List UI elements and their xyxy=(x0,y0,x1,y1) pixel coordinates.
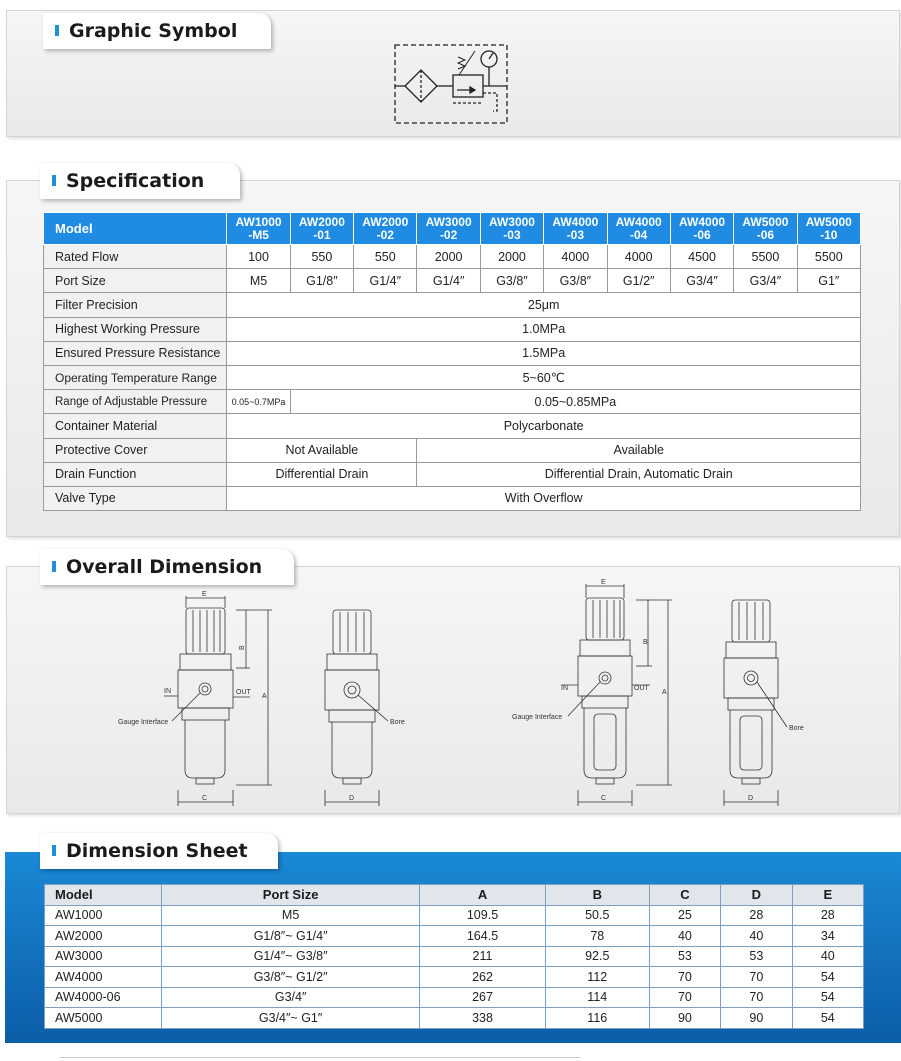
container-label: Container Material xyxy=(44,414,227,438)
model-cell: AW5000 -06 xyxy=(734,213,797,245)
sheet-header-cell: A xyxy=(420,885,546,906)
adj-pressure-row xyxy=(44,390,861,414)
sheet-cell: AW5000 xyxy=(45,1008,162,1029)
drain-rest: Differential Drain, Automatic Drain xyxy=(417,462,861,486)
sheet-cell: 116 xyxy=(545,1008,649,1029)
drain-first: Differential Drain xyxy=(227,462,417,486)
port-size-cell: M5 xyxy=(227,269,290,293)
model-cell: AW3000 -02 xyxy=(417,213,480,245)
sheet-row xyxy=(45,1008,864,1029)
svg-text:E: E xyxy=(601,579,606,586)
sheet-header-cell: D xyxy=(721,885,792,906)
specification-table xyxy=(43,212,861,511)
port-size-cell: G1/8″ xyxy=(290,269,353,293)
sheet-row xyxy=(45,905,864,926)
port-size-row xyxy=(44,269,861,293)
filter-precision-row xyxy=(44,293,861,317)
sheet-cell: AW2000 xyxy=(45,926,162,947)
svg-text:B: B xyxy=(643,639,648,646)
rated-flow-cell: 100 xyxy=(227,245,290,269)
dimension-sheet-table xyxy=(44,884,864,1029)
rated-flow-row xyxy=(44,245,861,269)
cover-label: Protective Cover xyxy=(44,438,227,462)
sheet-cell: G3/8″~ G1/2″ xyxy=(162,967,420,988)
model-cell: AW4000 -04 xyxy=(607,213,670,245)
sheet-cell: AW4000 xyxy=(45,967,162,988)
filter-precision-label: Filter Precision xyxy=(44,293,227,317)
sheet-cell: 40 xyxy=(649,926,720,947)
cover-rest: Available xyxy=(417,438,861,462)
sheet-cell: G3/4″~ G1″ xyxy=(162,1008,420,1029)
ensured-pressure-label: Ensured Pressure Resistance xyxy=(44,341,227,365)
sheet-cell: AW3000 xyxy=(45,946,162,967)
sheet-cell: AW4000-06 xyxy=(45,987,162,1008)
sheet-cell: 112 xyxy=(545,967,649,988)
tab-marker-icon xyxy=(55,25,59,36)
sheet-cell: 211 xyxy=(420,946,546,967)
sheet-header-cell: E xyxy=(792,885,863,906)
temp-range-row xyxy=(44,365,861,389)
svg-text:IN: IN xyxy=(561,685,568,692)
svg-text:D: D xyxy=(748,795,754,802)
adj-pressure-rest: 0.05~0.85MPa xyxy=(290,390,860,414)
rated-flow-label: Rated Flow xyxy=(44,245,227,269)
graphic-symbol-tab xyxy=(43,13,271,49)
sheet-cell: 114 xyxy=(545,987,649,1008)
tab-marker-icon xyxy=(52,175,56,186)
drain-row xyxy=(44,462,861,486)
adj-pressure-first: 0.05~0.7MPa xyxy=(227,390,290,414)
svg-text:Gauge Interface: Gauge Interface xyxy=(118,719,169,726)
sheet-cell: AW1000 xyxy=(45,905,162,926)
model-cell: AW5000 -10 xyxy=(797,213,860,245)
model-cell: AW3000 -03 xyxy=(480,213,543,245)
spec-header-row xyxy=(44,213,861,245)
sheet-cell: 92.5 xyxy=(545,946,649,967)
temp-range-label: Operating Temperature Range xyxy=(44,365,227,389)
model-header: Model xyxy=(44,213,227,245)
sheet-header-cell: C xyxy=(649,885,720,906)
port-size-cell: G1/4″ xyxy=(354,269,417,293)
rated-flow-cell: 550 xyxy=(290,245,353,269)
sheet-cell: 54 xyxy=(792,967,863,988)
dimension-sheet-title: Dimension Sheet xyxy=(66,840,248,862)
valve-value: With Overflow xyxy=(227,486,861,510)
svg-text:B: B xyxy=(239,645,246,650)
port-size-cell: G1″ xyxy=(797,269,860,293)
rated-flow-cell: 5500 xyxy=(797,245,860,269)
graphic-symbol-section xyxy=(6,10,900,137)
svg-text:OUT: OUT xyxy=(236,689,251,696)
sheet-row xyxy=(45,946,864,967)
model-cell: AW4000 -03 xyxy=(544,213,607,245)
rated-flow-cell: 550 xyxy=(354,245,417,269)
sheet-cell: 109.5 xyxy=(420,905,546,926)
container-row xyxy=(44,414,861,438)
sheet-row xyxy=(45,926,864,947)
ensured-pressure-value: 1.5MPa xyxy=(227,341,861,365)
sheet-cell: 70 xyxy=(649,967,720,988)
container-value: Polycarbonate xyxy=(227,414,861,438)
dim-e-label: E xyxy=(202,591,207,598)
sheet-header-cell: Port Size xyxy=(162,885,420,906)
sheet-cell: 40 xyxy=(792,946,863,967)
svg-text:Bore: Bore xyxy=(789,725,804,732)
port-size-cell: G1/2″ xyxy=(607,269,670,293)
sheet-cell: 90 xyxy=(649,1008,720,1029)
sheet-cell: 25 xyxy=(649,905,720,926)
sheet-cell: G3/4″ xyxy=(162,987,420,1008)
highest-pressure-value: 1.0MPa xyxy=(227,317,861,341)
model-cell: AW4000 -06 xyxy=(670,213,733,245)
graphic-symbol-title: Graphic Symbol xyxy=(69,20,238,42)
front-view-drawing-1 xyxy=(118,591,272,806)
sheet-cell: 70 xyxy=(721,987,792,1008)
sheet-cell: M5 xyxy=(162,905,420,926)
cover-first: Not Available xyxy=(227,438,417,462)
front-view-drawing-2 xyxy=(512,579,672,806)
sheet-row xyxy=(45,967,864,988)
adj-pressure-label: Range of Adjustable Pressure xyxy=(44,390,227,414)
pneumatic-symbol-icon xyxy=(393,41,511,127)
rated-flow-cell: 4000 xyxy=(544,245,607,269)
model-cell: AW1000 -M5 xyxy=(227,213,290,245)
sheet-cell: 53 xyxy=(721,946,792,967)
svg-text:C: C xyxy=(601,795,607,802)
sheet-header-cell: B xyxy=(545,885,649,906)
sheet-cell: G1/4″~ G3/8″ xyxy=(162,946,420,967)
valve-label: Valve Type xyxy=(44,486,227,510)
dimension-drawings xyxy=(0,566,901,816)
sheet-cell: 90 xyxy=(721,1008,792,1029)
sheet-cell: 28 xyxy=(721,905,792,926)
highest-pressure-row xyxy=(44,317,861,341)
sheet-cell: 70 xyxy=(721,967,792,988)
port-size-cell: G1/4″ xyxy=(417,269,480,293)
side-view-drawing-1 xyxy=(325,610,405,806)
sheet-cell: 267 xyxy=(420,987,546,1008)
svg-text:A: A xyxy=(662,689,667,696)
sheet-cell: 54 xyxy=(792,987,863,1008)
bottom-divider xyxy=(60,1057,580,1058)
svg-text:A: A xyxy=(262,693,267,700)
model-cell: AW2000 -01 xyxy=(290,213,353,245)
sheet-cell: 28 xyxy=(792,905,863,926)
sheet-cell: 40 xyxy=(721,926,792,947)
model-cell: AW2000 -02 xyxy=(354,213,417,245)
temp-range-value: 5~60℃ xyxy=(227,365,861,389)
sheet-cell: 164.5 xyxy=(420,926,546,947)
valve-row xyxy=(44,486,861,510)
cover-row xyxy=(44,438,861,462)
side-view-drawing-2 xyxy=(724,600,804,806)
sheet-cell: 262 xyxy=(420,967,546,988)
sheet-cell: 338 xyxy=(420,1008,546,1029)
overall-dimension-title: Overall Dimension xyxy=(66,556,263,578)
svg-text:OUT: OUT xyxy=(634,685,649,692)
filter-precision-value: 25μm xyxy=(227,293,861,317)
dimension-sheet-tab xyxy=(40,833,278,869)
sheet-cell: 50.5 xyxy=(545,905,649,926)
sheet-cell: 78 xyxy=(545,926,649,947)
sheet-cell: 53 xyxy=(649,946,720,967)
rated-flow-cell: 5500 xyxy=(734,245,797,269)
sheet-cell: 70 xyxy=(649,987,720,1008)
rated-flow-cell: 4500 xyxy=(670,245,733,269)
specification-title: Specification xyxy=(66,170,205,192)
svg-text:C: C xyxy=(202,795,208,802)
port-size-label: Port Size xyxy=(44,269,227,293)
sheet-header-cell: Model xyxy=(45,885,162,906)
tab-marker-icon xyxy=(52,845,56,856)
port-size-cell: G3/8″ xyxy=(480,269,543,293)
specification-tab xyxy=(40,163,240,199)
sheet-header-row xyxy=(45,885,864,906)
highest-pressure-label: Highest Working Pressure xyxy=(44,317,227,341)
sheet-cell: G1/8″~ G1/4″ xyxy=(162,926,420,947)
sheet-cell: 54 xyxy=(792,1008,863,1029)
port-size-cell: G3/4″ xyxy=(670,269,733,293)
port-size-cell: G3/4″ xyxy=(734,269,797,293)
svg-text:IN: IN xyxy=(164,688,171,695)
drain-label: Drain Function xyxy=(44,462,227,486)
rated-flow-cell: 2000 xyxy=(480,245,543,269)
rated-flow-cell: 4000 xyxy=(607,245,670,269)
svg-text:Bore: Bore xyxy=(390,719,405,726)
svg-text:Gauge Interface: Gauge Interface xyxy=(512,714,563,721)
sheet-cell: 34 xyxy=(792,926,863,947)
rated-flow-cell: 2000 xyxy=(417,245,480,269)
sheet-row xyxy=(45,987,864,1008)
ensured-pressure-row xyxy=(44,341,861,365)
svg-text:D: D xyxy=(349,795,355,802)
port-size-cell: G3/8″ xyxy=(544,269,607,293)
